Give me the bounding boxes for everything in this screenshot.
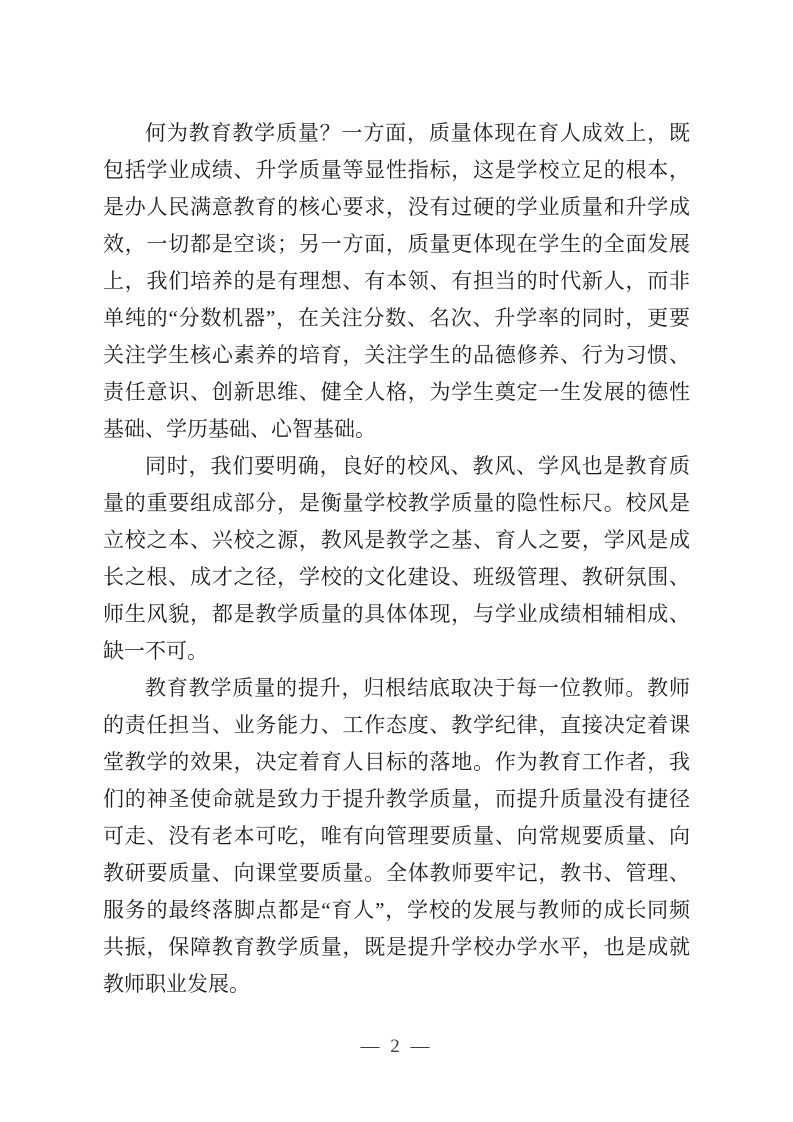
text-line: 效，一切都是空谈；另一方面，质量更体现在学生的全面发展 <box>103 232 690 256</box>
text-line: 立校之本、兴校之源，教风是教学之基、育人之要，学风是成 <box>103 528 690 552</box>
text-line: 共振，保障教育教学质量，既是提升学校办学水平，也是成就 <box>103 935 690 959</box>
text-line: 们的神圣使命就是致力于提升教学质量，而提升质量没有捷径 <box>103 787 690 811</box>
text-line: 缺一不可。 <box>103 639 208 663</box>
text-line: 的责任担当、业务能力、工作态度、教学纪律，直接决定着课 <box>103 713 690 737</box>
text-line: 关注学生核心素养的培育，关注学生的品德修养、行为习惯、 <box>103 343 690 367</box>
text-line: 教师职业发展。 <box>103 972 250 996</box>
text-line: 长之根、成才之径，学校的文化建设、班级管理、教研氛围、 <box>103 565 690 589</box>
text-line: 可走、没有老本可吃，唯有向管理要质量、向常规要质量、向 <box>103 824 690 848</box>
document-body <box>103 115 690 1003</box>
text-line: 量的重要组成部分，是衡量学校教学质量的隐性标尺。校风是 <box>103 491 690 515</box>
text-line: 服务的最终落脚点都是“育人”，学校的发展与教师的成长同频 <box>103 898 690 922</box>
text-line: 包括学业成绩、升学质量等显性指标，这是学校立足的根本， <box>103 158 690 182</box>
text-line: 是办人民满意教育的核心要求，没有过硬的学业质量和升学成 <box>103 195 690 219</box>
page-footer <box>0 1035 793 1059</box>
text-line: 同时，我们要明确，良好的校风、教风、学风也是教育质 <box>145 454 690 478</box>
text-line: 师生风貌，都是教学质量的具体体现，与学业成绩相辅相成、 <box>103 602 690 626</box>
text-line: 堂教学的效果，决定着育人目标的落地。作为教育工作者，我 <box>103 750 690 774</box>
text-line: 教研要质量、向课堂要质量。全体教师要牢记，教书、管理、 <box>103 861 690 885</box>
text-line: 基础、学历基础、心智基础。 <box>103 417 376 441</box>
paragraph-1 <box>103 115 690 448</box>
text-line: 上，我们培养的是有理想、有本领、有担当的时代新人，而非 <box>103 269 690 293</box>
page-number: — 2 — <box>360 1036 433 1057</box>
paragraph-2 <box>103 448 690 670</box>
text-line: 责任意识、创新思维、健全人格，为学生奠定一生发展的德性 <box>103 380 690 404</box>
text-line: 教育教学质量的提升，归根结底取决于每一位教师。教师 <box>145 676 690 700</box>
text-line: 单纯的“分数机器”，在关注分数、名次、升学率的同时，更要 <box>103 306 690 330</box>
paragraph-3 <box>103 670 690 1003</box>
text-line: 何为教育教学质量？一方面，质量体现在育人成效上，既 <box>145 121 690 145</box>
